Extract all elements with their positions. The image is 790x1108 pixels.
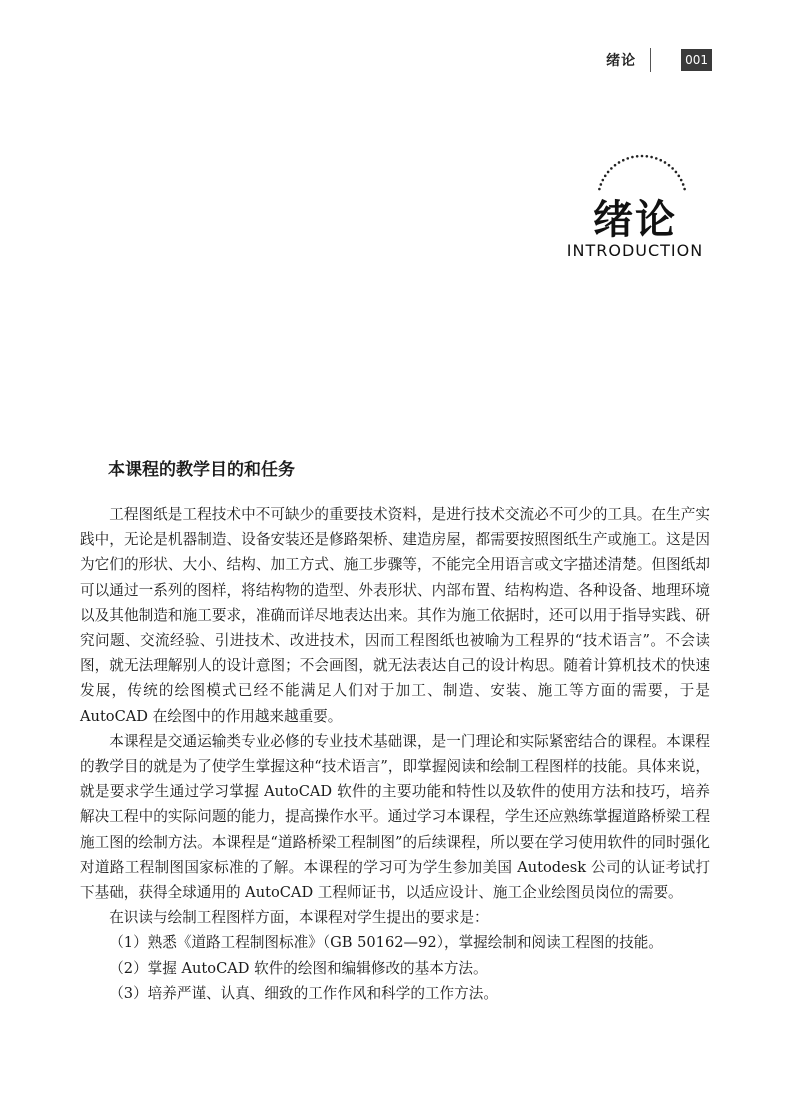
ornament-dot xyxy=(655,157,658,160)
ornament-dot xyxy=(650,156,653,159)
page-number: 001 xyxy=(681,49,712,71)
running-title: 绪论 xyxy=(606,53,637,69)
paragraph: 本课程是交通运输类专业必修的专业技术基础课，是一门理论和实际紧密结合的课程。本课程的教学目的就是为了使学生掌握这种“技术语言”，即掌握阅读和绘制工程图样的技能。具体来说，就是要求学生通过学习掌握 AutoCAD 软件的主要功能和特性以及软件的使用方法和技巧，培养解决工程中的实际问题的能力，提高操作水平。通过学习本课程，学生还应熟练掌握道路桥梁工程施工图的绘制方法。本课程是“道路桥梁工程制图”的后续课程，所以要在学习使用软件的同时强化对道路工程制图国家标准的了解。本课程的学习可为学生参加美国 Autodesk 公司的认证考试打下基础，获得全球通用的 AutoCAD 工程师证书，以适应设计、施工企业绘图员岗位的需要。 xyxy=(80,732,710,902)
dotted-arc-ornament xyxy=(590,152,694,196)
section-heading: 本课程的教学目的和任务 xyxy=(108,460,295,480)
paragraph: 工程图纸是工程技术中不可缺少的重要技术资料，是进行技术交流必不可少的工具。在生产实践中，无论是机器制造、设备安装还是修路架桥、建造房屋，都需要按照图纸生产或施工。这是因为它们的形状、大小、结构、加工方式、施工步骤等，不能完全用语言或文字描述清楚。但图纸却可以通过一系列的图样，将结构物的造型、外表形状、内部布置、结构构造、各种设备、地理环境以及其他制造和施工要求，准确而详尽地表达出来。其作为施工依据时，还可以用于指导实践、研究问题、交流经验、引进技术、改进技术，因而工程图纸也被喻为工程界的“技术语言”。不会读图，就无法理解别人的设计意图；不会画图，就无法表达自己的设计构思。随着计算机技术的快速发展，传统的绘图模式已经不能满足人们对于加工、制造、安装、施工等方面的需要，于是 AutoCAD 在绘图中的作用越来越重要。 xyxy=(80,506,710,725)
ornament-dot xyxy=(646,155,649,158)
header-divider xyxy=(650,48,651,72)
requirement-item: （2）掌握 AutoCAD 软件的绘图和编辑修改的基本方法。 xyxy=(109,959,488,977)
ornament-dot xyxy=(610,167,613,170)
ornament-dot xyxy=(602,179,605,182)
requirement-item: （3）培养严谨、认真、细致的工作作风和科学的工作方法。 xyxy=(109,984,498,1002)
ornament-dot xyxy=(668,164,671,167)
running-head xyxy=(606,48,712,72)
ornament-dot xyxy=(598,188,601,191)
ornament-dot xyxy=(631,156,634,159)
ornament-dot xyxy=(659,159,662,162)
ornament-dot xyxy=(641,155,644,158)
ornament-dot xyxy=(607,171,610,174)
ornament-dot xyxy=(604,175,607,178)
ornament-dot xyxy=(618,161,621,164)
ornament-dot xyxy=(636,155,639,158)
body-text xyxy=(80,502,710,1006)
ornament-dot xyxy=(680,179,683,182)
ornament-dot xyxy=(614,164,617,167)
ornament-dot xyxy=(677,175,680,178)
ornament-dot xyxy=(626,157,629,160)
requirement-item: （1）熟悉《道路工程制图标准》（GB 50162—92），掌握绘制和阅读工程图的技能。 xyxy=(109,934,663,952)
chapter-subtitle: INTRODUCTION xyxy=(566,241,704,260)
ornament-dot xyxy=(682,183,685,186)
chapter-title: 绪论 xyxy=(593,197,677,243)
ornament-dot xyxy=(683,188,686,191)
main-content xyxy=(80,458,710,1006)
paragraph: 在识读与绘制工程图样方面，本课程对学生提出的要求是： xyxy=(109,909,489,927)
ornament-dot xyxy=(664,161,667,164)
ornament-dot xyxy=(675,171,678,174)
ornament-dot xyxy=(622,159,625,162)
ornament-dot xyxy=(671,167,674,170)
ornament-dot xyxy=(600,183,603,186)
